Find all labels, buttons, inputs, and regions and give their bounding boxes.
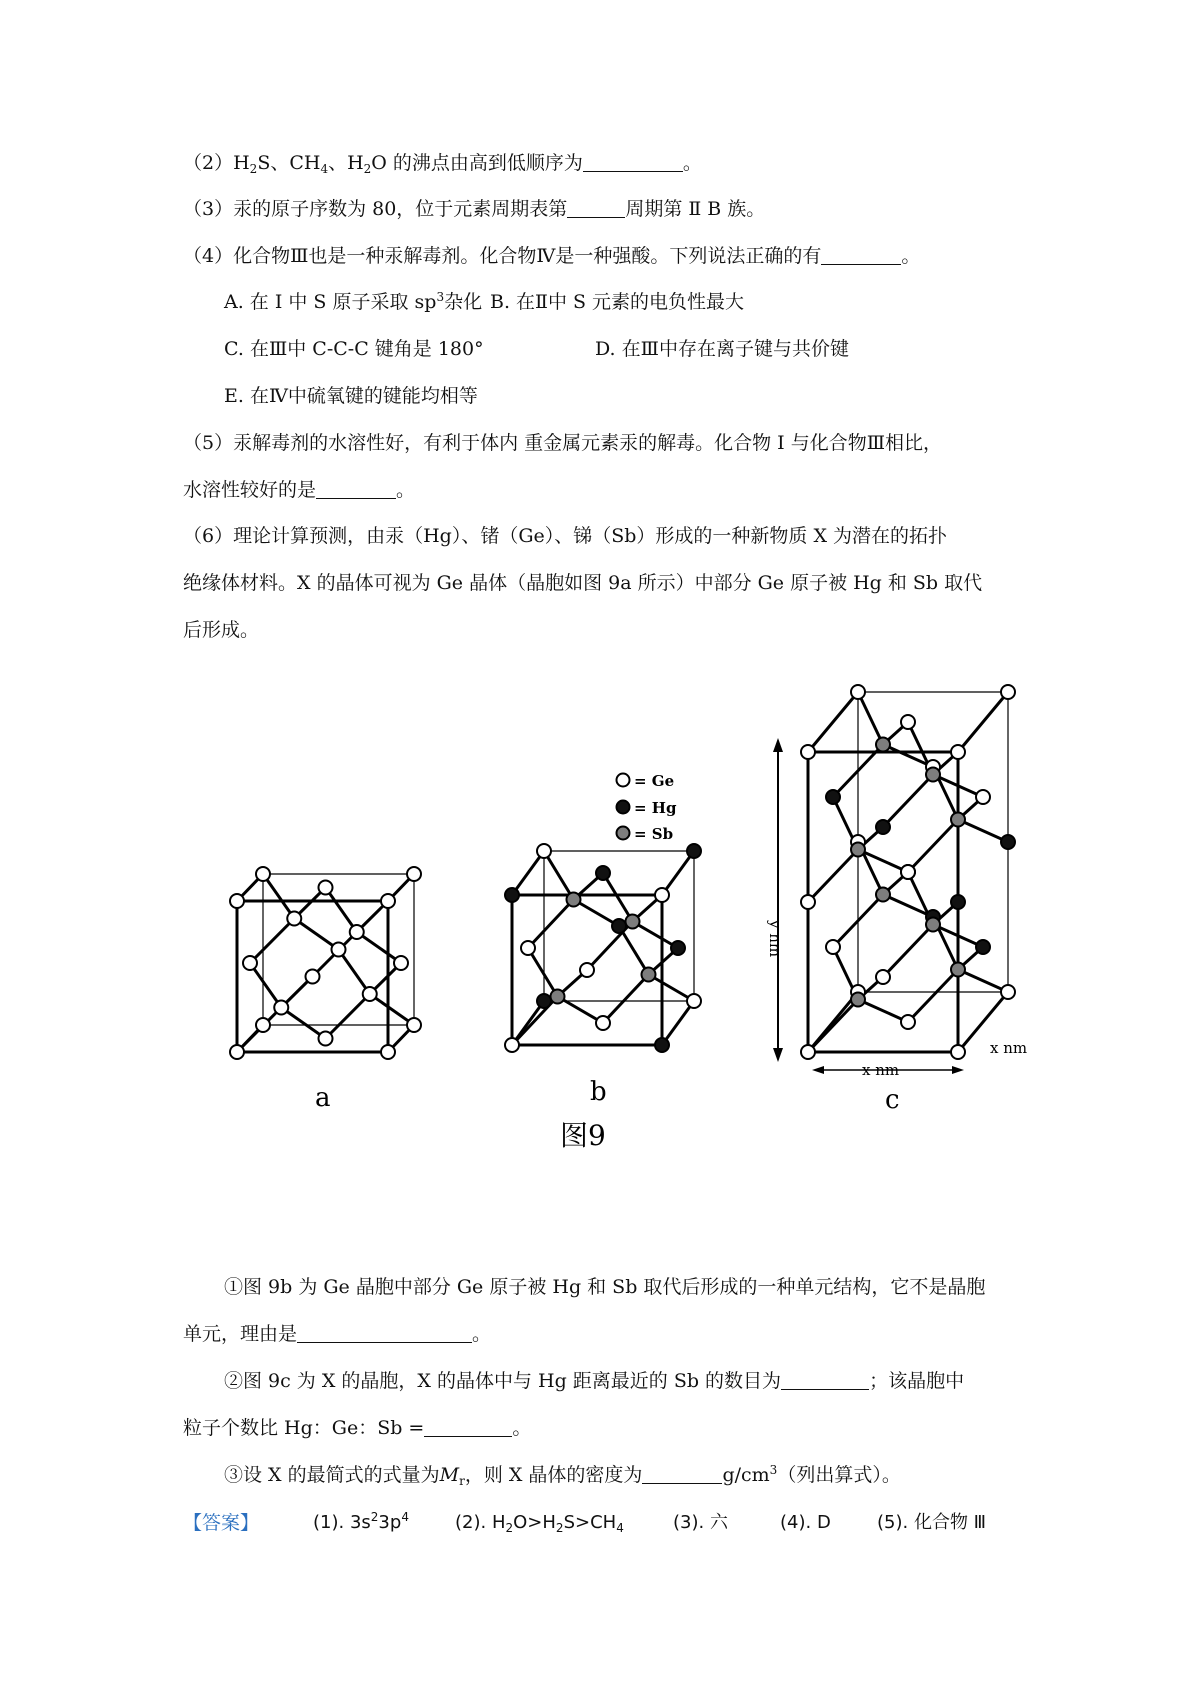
sub2-line1: ②图 9c 为 X 的晶胞，X 的晶体中与 Hg 距离最近的 Sb 的数目为 ；该晶胞中 (224, 1370, 965, 1392)
hg-atom (976, 940, 990, 954)
q6-line1: （6）理论计算预测，由汞（Hg）、锗（Ge）、锑（Sb）形成的一种新物质 X 为潜在的拓扑 (183, 525, 948, 547)
bond (603, 975, 649, 1024)
q5-line1: （5）汞解毒剂的水溶性好，有利于体内 重金属元素汞的解毒。化合物 I 与化合物Ⅲ相比， (183, 432, 943, 454)
sub3-line: ③设 X 的最简式的式量为$M_r$，则 X 晶体的密度为 $g/cm^3$（列出算式）。 (224, 1463, 901, 1488)
sb-atom (626, 915, 640, 929)
bond (858, 692, 883, 745)
q3-line: （3）汞的原子序数为 80，位于元素周期表第 周期第 Ⅱ B 族。 (183, 198, 766, 220)
ge-atom (256, 1018, 270, 1032)
bond (528, 948, 558, 997)
ge-atom (851, 685, 865, 699)
bond (908, 820, 958, 873)
ge-atom (801, 745, 815, 759)
cell-b-diagram (505, 844, 701, 1052)
answer-label: 【答案】 (183, 1512, 260, 1534)
ge-atom (876, 970, 890, 984)
bond (326, 888, 357, 933)
hg-atom (596, 866, 610, 880)
ge-atom (976, 790, 990, 804)
bond (883, 925, 933, 978)
q5-line2: 水溶性较好的是 。 (183, 479, 416, 501)
bond (858, 1000, 908, 1023)
answer-blank (297, 1324, 472, 1343)
ge-atom (287, 912, 301, 926)
answer-5: (5). 化合物 Ⅲ (877, 1512, 987, 1533)
sb-atom (926, 768, 940, 782)
cell-edge (808, 692, 858, 752)
sub1-line2: 单元，理由是 。 (183, 1323, 492, 1345)
sb-atom (951, 963, 965, 977)
answer-4: (4). D (780, 1512, 831, 1533)
ge-atom (381, 1045, 395, 1059)
bond (281, 1008, 325, 1039)
ge-atom (580, 963, 594, 977)
ge-atom (655, 888, 669, 902)
sub2-line2: 粒子个数比 Hg：Ge：Sb = 。 (183, 1417, 532, 1439)
bond (619, 926, 649, 975)
ge-atom (306, 970, 320, 984)
y-axis-label: y nm (766, 920, 784, 958)
figure-label-c: c (885, 1085, 900, 1115)
figure-label-a: a (315, 1083, 331, 1113)
ge-atom (521, 941, 535, 955)
ge-atom (901, 1015, 915, 1029)
bond (808, 1000, 858, 1053)
ge-atom (394, 956, 408, 970)
answer-blank (424, 1418, 512, 1437)
ge-atom (243, 956, 257, 970)
cell-edge (958, 692, 1008, 752)
sb-atom (551, 990, 565, 1004)
sb-atom (642, 968, 656, 982)
ge-atom (256, 867, 270, 881)
bond (357, 932, 401, 963)
bond (958, 970, 1008, 993)
bond (544, 851, 574, 900)
hg-atom (612, 919, 626, 933)
sub1-line1: ①图 9b 为 Ge 晶胞中部分 Ge 原子被 Hg 和 Sb 取代后形成的一种单元结构，它不是晶胞 (224, 1276, 986, 1298)
x-depth-label: x nm (990, 1039, 1028, 1057)
hg-atom (687, 844, 701, 858)
bond (603, 873, 633, 922)
hg-atom (537, 994, 551, 1008)
q6-line2: 绝缘体材料。X 的晶体可视为 Ge 晶体（晶胞如图 9a 所示）中部分 Ge 原子被 Hg 和 Sb 取代 (183, 572, 983, 594)
answer-1: (1). $3s^23p^4$ (313, 1510, 409, 1533)
ge-atom (407, 867, 421, 881)
sb-atom (951, 813, 965, 827)
ge-atom (381, 894, 395, 908)
sb-atom (876, 888, 890, 902)
bond (250, 919, 294, 964)
ge-atom (901, 865, 915, 879)
q6-line3: 后形成。 (183, 619, 260, 641)
figure-label-b: b (590, 1077, 607, 1107)
hg-atom (951, 895, 965, 909)
option-e: E. 在Ⅳ中硫氧键的键能均相等 (224, 385, 478, 407)
answer-blank (642, 1465, 722, 1484)
bond (339, 950, 370, 995)
sb-atom (851, 993, 865, 1007)
ge-atom (274, 1001, 288, 1015)
hg-atom (655, 1038, 669, 1052)
bond (908, 970, 958, 1023)
cell-c-diagram (801, 685, 1015, 1059)
hg-atom (876, 820, 890, 834)
ge-atom (801, 895, 815, 909)
ge-atom (537, 844, 551, 858)
legend-hg: = Hg (634, 799, 677, 817)
hg-atom (1001, 835, 1015, 849)
x-axis-label: x nm (862, 1061, 900, 1079)
sb-atom (851, 843, 865, 857)
legend (617, 772, 677, 843)
bond (250, 963, 281, 1008)
ge-atom (505, 1038, 519, 1052)
ge-atom (687, 994, 701, 1008)
hg-atom (671, 941, 685, 955)
bond (370, 994, 414, 1025)
sb-atom (876, 738, 890, 752)
option-a: A. 在 I 中 S 原子采取 $sp^3$杂化 (224, 290, 483, 313)
cell-edge (662, 1001, 694, 1045)
hg-legend-icon (617, 801, 630, 814)
ge-legend-icon (617, 774, 630, 787)
ge-atom (407, 1018, 421, 1032)
answer-2: (2). $H_2O>H_2S>CH_4$ (455, 1512, 624, 1535)
ge-atom (350, 925, 364, 939)
q4-line: （4）化合物Ⅲ也是一种汞解毒剂。化合物Ⅳ是一种强酸。下列说法正确的有 。 (183, 245, 921, 267)
option-b: B. 在Ⅱ中 S 元素的电负性最大 (490, 291, 745, 313)
legend-sb: = Sb (634, 825, 674, 843)
bond (263, 874, 294, 919)
bond (528, 900, 574, 949)
hg-atom (826, 790, 840, 804)
sb-atom (567, 893, 581, 907)
sb-legend-icon (617, 827, 630, 840)
ge-atom (596, 1016, 610, 1030)
ge-atom (230, 894, 244, 908)
ge-atom (951, 745, 965, 759)
sb-atom (926, 918, 940, 932)
bond (883, 775, 933, 828)
ge-atom (801, 1045, 815, 1059)
answer-blank (781, 1371, 869, 1390)
ge-atom (901, 715, 915, 729)
bond (958, 820, 1008, 843)
ge-atom (332, 943, 346, 957)
q2-line: $(2)H_2S$、$CH_4$、$H_2O$ 的沸点由高到低顺序为 。 (183, 152, 702, 176)
ge-atom (230, 1045, 244, 1059)
hg-atom (505, 888, 519, 902)
ge-atom (319, 1032, 333, 1046)
ge-atom (363, 987, 377, 1001)
ge-atom (319, 881, 333, 895)
figure-caption: 图9 (560, 1119, 606, 1152)
answer-3: (3). 六 (673, 1512, 728, 1533)
ge-atom (1001, 985, 1015, 999)
cell-a-diagram (230, 867, 421, 1059)
bond (294, 919, 338, 950)
ge-atom (826, 940, 840, 954)
ge-atom (951, 1045, 965, 1059)
ge-atom (1001, 685, 1015, 699)
option-d: D. 在Ⅲ中存在离子键与共价键 (595, 338, 849, 360)
bond (326, 994, 370, 1039)
cell-edge (512, 851, 544, 895)
legend-ge: = Ge (634, 772, 675, 790)
option-c: C. 在Ⅲ中 C-C-C 键角是 180° (224, 338, 484, 360)
cell-edge (662, 851, 694, 895)
bond (808, 850, 858, 903)
